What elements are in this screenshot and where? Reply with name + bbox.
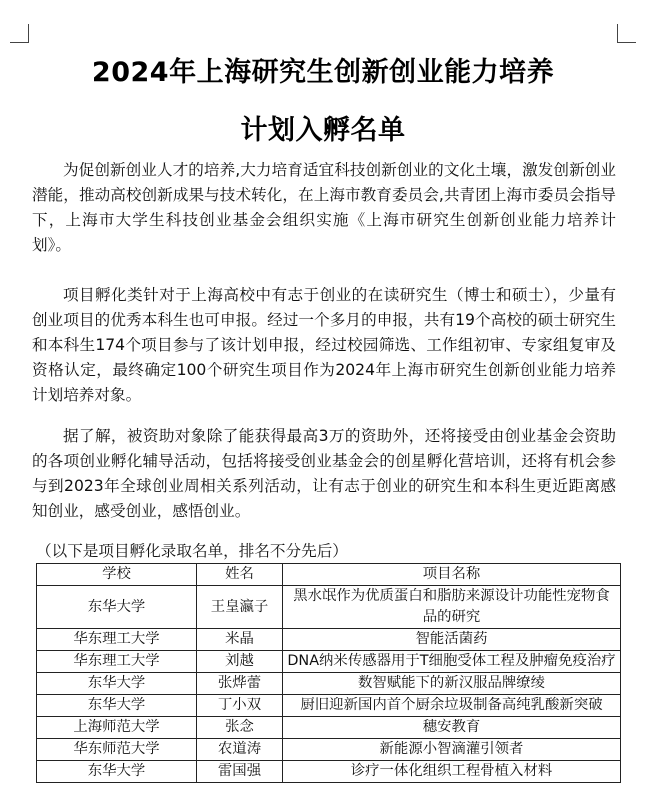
header-project: 项目名称 — [283, 564, 621, 586]
cell-name: 农道涛 — [197, 739, 283, 761]
cell-name: 丁小双 — [197, 695, 283, 717]
table-row — [37, 673, 621, 695]
cell-name: 雷国强 — [197, 761, 283, 783]
cell-school: 东华大学 — [37, 695, 197, 717]
header-name: 姓名 — [197, 564, 283, 586]
cell-school: 东华大学 — [37, 673, 197, 695]
table-row — [37, 717, 621, 739]
cell-school: 东华大学 — [37, 586, 197, 629]
cell-school: 华东理工大学 — [37, 651, 197, 673]
page-title-line-2: 计划入孵名单 — [240, 115, 406, 146]
cell-name: 张烨蕾 — [197, 673, 283, 695]
table-row — [37, 695, 621, 717]
table-header-row — [37, 564, 621, 586]
cell-project: 智能活菌药 — [283, 629, 621, 651]
funding-paragraph: 据了解，被资助对象除了能获得最高3万的资助外，还将接受由创业基金会资助的各项创业孵化辅导活动，包括将接受创业基金会的创星孵化营培训，还将有机会参与到2023年全球创业周相关系列活动，让有志于创业的研究生和本科生更近距离感知创业，感受创业，感悟创业。 — [32, 427, 616, 520]
cell-school: 上海师范大学 — [37, 717, 197, 739]
page-title: 2024年上海研究生创新创业能力培养 — [91, 57, 555, 88]
cell-school: 华东师范大学 — [37, 739, 197, 761]
cell-name: 米晶 — [197, 629, 283, 651]
crop-mark-top-left — [10, 24, 29, 43]
cell-project: 诊疗一体化组织工程骨植入材料 — [283, 761, 621, 783]
cell-project: 数智赋能下的新汉服品牌缭绫 — [283, 673, 621, 695]
incubation-list-table — [36, 563, 621, 783]
table-note: （以下是项目孵化录取名单，排名不分先后） — [36, 542, 348, 560]
crop-mark-top-right — [617, 24, 636, 43]
cell-name: 张念 — [197, 717, 283, 739]
header-school: 学校 — [37, 564, 197, 586]
cell-project: 穗安教育 — [283, 717, 621, 739]
application-paragraph: 项目孵化类针对于上海高校中有志于创业的在读研究生（博士和硕士），少量有创业项目的优秀本科生也可申报。经过一个多月的申报，共有19个高校的硕士研究生和本科生174个项目参与了该计划申报，经过校园筛选、工作组初审、专家组复审及资格认定，最终确定100个研究生项目作为2024年上海市研究生创新创业能力培养计划培养对象。 — [32, 286, 616, 404]
table-row — [37, 739, 621, 761]
table-row — [37, 651, 621, 673]
table-row — [37, 761, 621, 783]
cell-school: 东华大学 — [37, 761, 197, 783]
cell-name: 刘越 — [197, 651, 283, 673]
cell-project: 黑水氓作为优质蛋白和脂肪来源设计功能性宠物食品的研究 — [283, 586, 621, 629]
cell-name: 王皇瀛子 — [197, 586, 283, 629]
table-row — [37, 629, 621, 651]
cell-project: DNA纳米传感器用于T细胞受体工程及肿瘤免疫治疗 — [283, 651, 621, 673]
cell-project: 厨旧迎新国内首个厨余垃圾制备高纯乳酸新突破 — [283, 695, 621, 717]
intro-paragraph: 为促创新创业人才的培养,大力培育适宜科技创新创业的文化土壤，激发创新创业潜能，推动高校创新成果与技术转化，在上海市教育委员会,共青团上海市委员会指导下，上海市大学生科技创业基金会组织实施《上海市研究生创新创业能力培养计划》。 — [32, 161, 616, 254]
table-row — [37, 586, 621, 629]
cell-project: 新能源小智滴灌引领者 — [283, 739, 621, 761]
cell-school: 华东理工大学 — [37, 629, 197, 651]
